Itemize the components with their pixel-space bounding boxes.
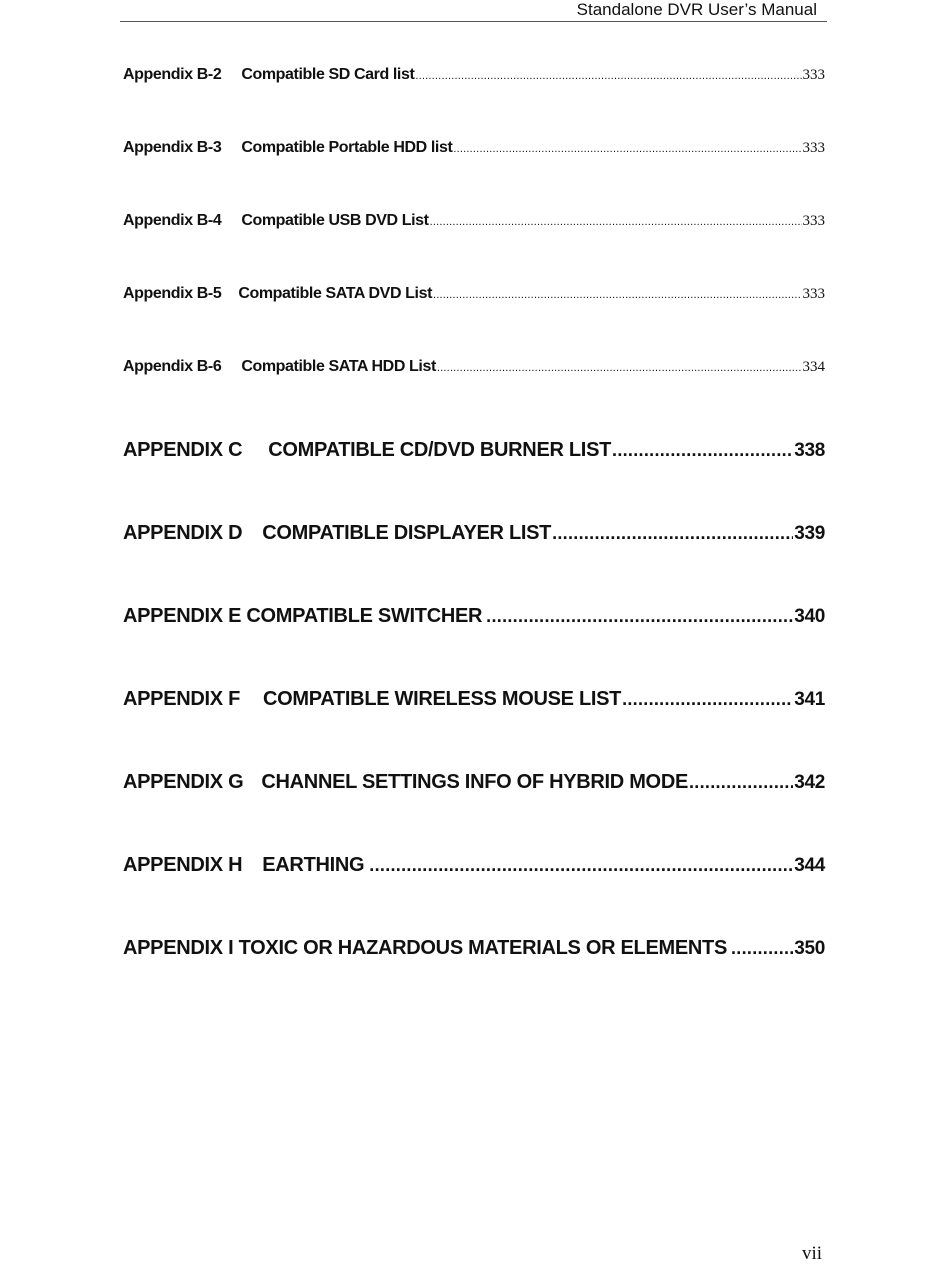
toc-entry-page: 340 bbox=[794, 606, 825, 627]
toc-entry-appendix-b2[interactable] bbox=[123, 66, 825, 86]
toc-entry-appendix-b4[interactable] bbox=[123, 212, 825, 232]
toc-entry-title: Compatible Portable HDD list bbox=[241, 139, 453, 156]
toc-entry-label: APPENDIX G bbox=[123, 771, 244, 793]
toc-entry-page: 344 bbox=[794, 855, 825, 876]
toc-entry-title: COMPATIBLE CD/DVD BURNER LIST bbox=[268, 439, 612, 461]
table-of-contents bbox=[123, 0, 825, 1000]
toc-entry-page: 333 bbox=[802, 213, 825, 229]
toc-entry-page: 333 bbox=[802, 140, 825, 156]
dot-leader bbox=[453, 143, 801, 155]
page-number: vii bbox=[802, 1243, 823, 1264]
toc-entry-appendix-e[interactable] bbox=[123, 605, 825, 631]
toc-entry-appendix-b5[interactable] bbox=[123, 285, 825, 305]
toc-entry-label: APPENDIX C bbox=[123, 439, 243, 461]
toc-entry-page: 342 bbox=[794, 772, 825, 793]
toc-entry-label: APPENDIX E COMPATIBLE SWITCHER bbox=[123, 605, 483, 627]
dot-leader bbox=[430, 216, 802, 228]
toc-entry-page: 338 bbox=[794, 440, 825, 461]
dot-leader bbox=[612, 440, 793, 461]
dot-leader bbox=[415, 70, 801, 82]
toc-entry-page: 334 bbox=[802, 359, 825, 375]
toc-entry-title: COMPATIBLE DISPLAYER LIST bbox=[262, 522, 552, 544]
toc-entry-appendix-f[interactable] bbox=[123, 688, 825, 714]
toc-entry-appendix-g[interactable] bbox=[123, 771, 825, 797]
dot-leader bbox=[433, 289, 802, 301]
toc-entry-page: 333 bbox=[802, 286, 825, 302]
toc-entry-title: COMPATIBLE WIRELESS MOUSE LIST bbox=[263, 688, 622, 710]
toc-entry-title: Compatible SD Card list bbox=[241, 66, 415, 83]
dot-leader bbox=[622, 689, 793, 710]
toc-entry-page: 339 bbox=[794, 523, 825, 544]
toc-entry-appendix-d[interactable] bbox=[123, 522, 825, 548]
toc-entry-label: Appendix B-2 bbox=[123, 66, 222, 83]
toc-entry-page: 350 bbox=[794, 938, 825, 959]
toc-entry-label: APPENDIX D bbox=[123, 522, 243, 544]
dot-leader bbox=[486, 606, 793, 627]
toc-entry-page: 333 bbox=[802, 67, 825, 83]
toc-entry-label: APPENDIX I TOXIC OR HAZARDOUS MATERIALS OR ELEMENTS bbox=[123, 937, 727, 959]
dot-leader bbox=[731, 938, 793, 959]
toc-entry-title: CHANNEL SETTINGS INFO OF HYBRID MODE bbox=[261, 771, 688, 793]
toc-entry-page: 341 bbox=[794, 689, 825, 710]
toc-entry-label: APPENDIX H bbox=[123, 854, 243, 876]
toc-entry-label: APPENDIX F bbox=[123, 688, 241, 710]
toc-entry-appendix-b3[interactable] bbox=[123, 139, 825, 159]
dot-leader bbox=[369, 855, 793, 876]
dot-leader bbox=[437, 362, 802, 374]
toc-entry-appendix-h[interactable] bbox=[123, 854, 825, 880]
toc-entry-label: Appendix B-5 bbox=[123, 285, 222, 302]
toc-entry-label: Appendix B-4 bbox=[123, 212, 222, 229]
toc-entry-title: EARTHING bbox=[262, 854, 365, 876]
dot-leader bbox=[552, 523, 793, 544]
header-title: Standalone DVR User’s Manual bbox=[576, 0, 817, 19]
toc-entry-appendix-i[interactable] bbox=[123, 937, 825, 963]
toc-entry-title: Compatible USB DVD List bbox=[241, 212, 429, 229]
dot-leader bbox=[689, 772, 793, 793]
toc-entry-label: Appendix B-3 bbox=[123, 139, 222, 156]
toc-entry-appendix-c[interactable] bbox=[123, 439, 825, 465]
toc-entry-title: Compatible SATA HDD List bbox=[241, 358, 436, 375]
toc-entry-appendix-b6[interactable] bbox=[123, 358, 825, 378]
toc-entry-label: Appendix B-6 bbox=[123, 358, 222, 375]
toc-entry-title: Compatible SATA DVD List bbox=[238, 285, 432, 302]
